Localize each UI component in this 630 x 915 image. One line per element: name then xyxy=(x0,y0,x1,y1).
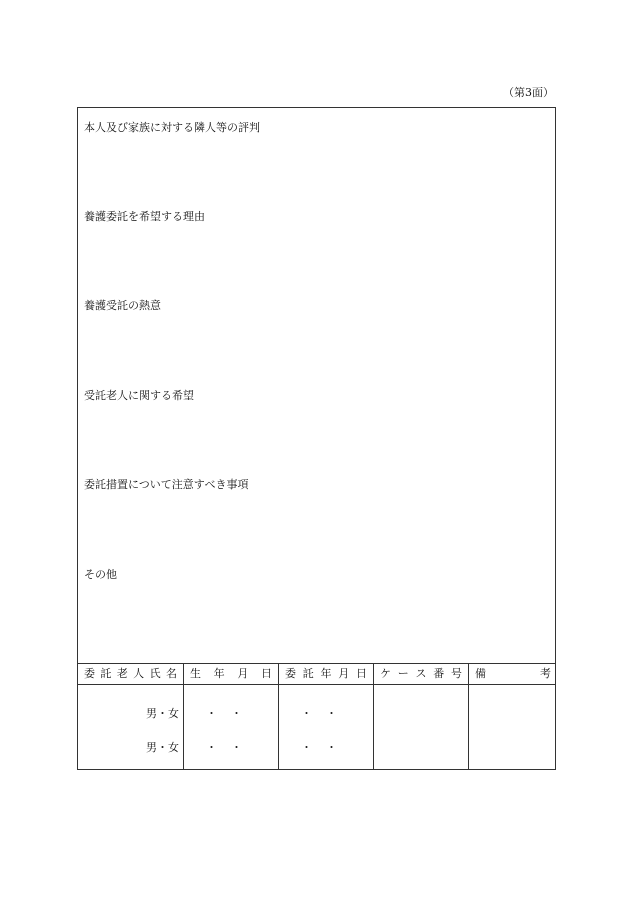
row-1-entrust-date-dots: ・・ xyxy=(301,707,351,720)
section-neighbor-reputation: 本人及び家族に対する隣人等の評判 xyxy=(84,121,260,134)
section-hopes-for-elder: 受託老人に関する希望 xyxy=(84,389,194,402)
section-other: その他 xyxy=(84,568,117,581)
header-birth-date: 生 年 月 日 xyxy=(190,667,272,680)
row-2-birth-date-dots: ・・ xyxy=(206,741,256,754)
header-elder-name: 委 託 老 人 氏 名 xyxy=(84,667,177,680)
header-entrust-date: 委 託 年 月 日 xyxy=(285,667,367,680)
page-number: （第3面） xyxy=(503,86,554,99)
row-2-sex: 男・女 xyxy=(146,741,179,754)
section-enthusiasm: 養護受託の熱意 xyxy=(84,299,161,312)
form-table xyxy=(77,107,556,770)
divider-line xyxy=(78,684,555,685)
row-1-birth-date-dots: ・・ xyxy=(206,707,256,720)
header-remarks: 備 考 xyxy=(475,667,551,680)
section-notes-on-placement: 委託措置について注意すべき事項 xyxy=(84,478,249,491)
row-1-sex: 男・女 xyxy=(146,707,179,720)
row-2-entrust-date-dots: ・・ xyxy=(301,741,351,754)
header-case-number: ケ ー ス 番 号 xyxy=(380,667,462,680)
section-reason-for-request: 養護委託を希望する理由 xyxy=(84,210,205,223)
